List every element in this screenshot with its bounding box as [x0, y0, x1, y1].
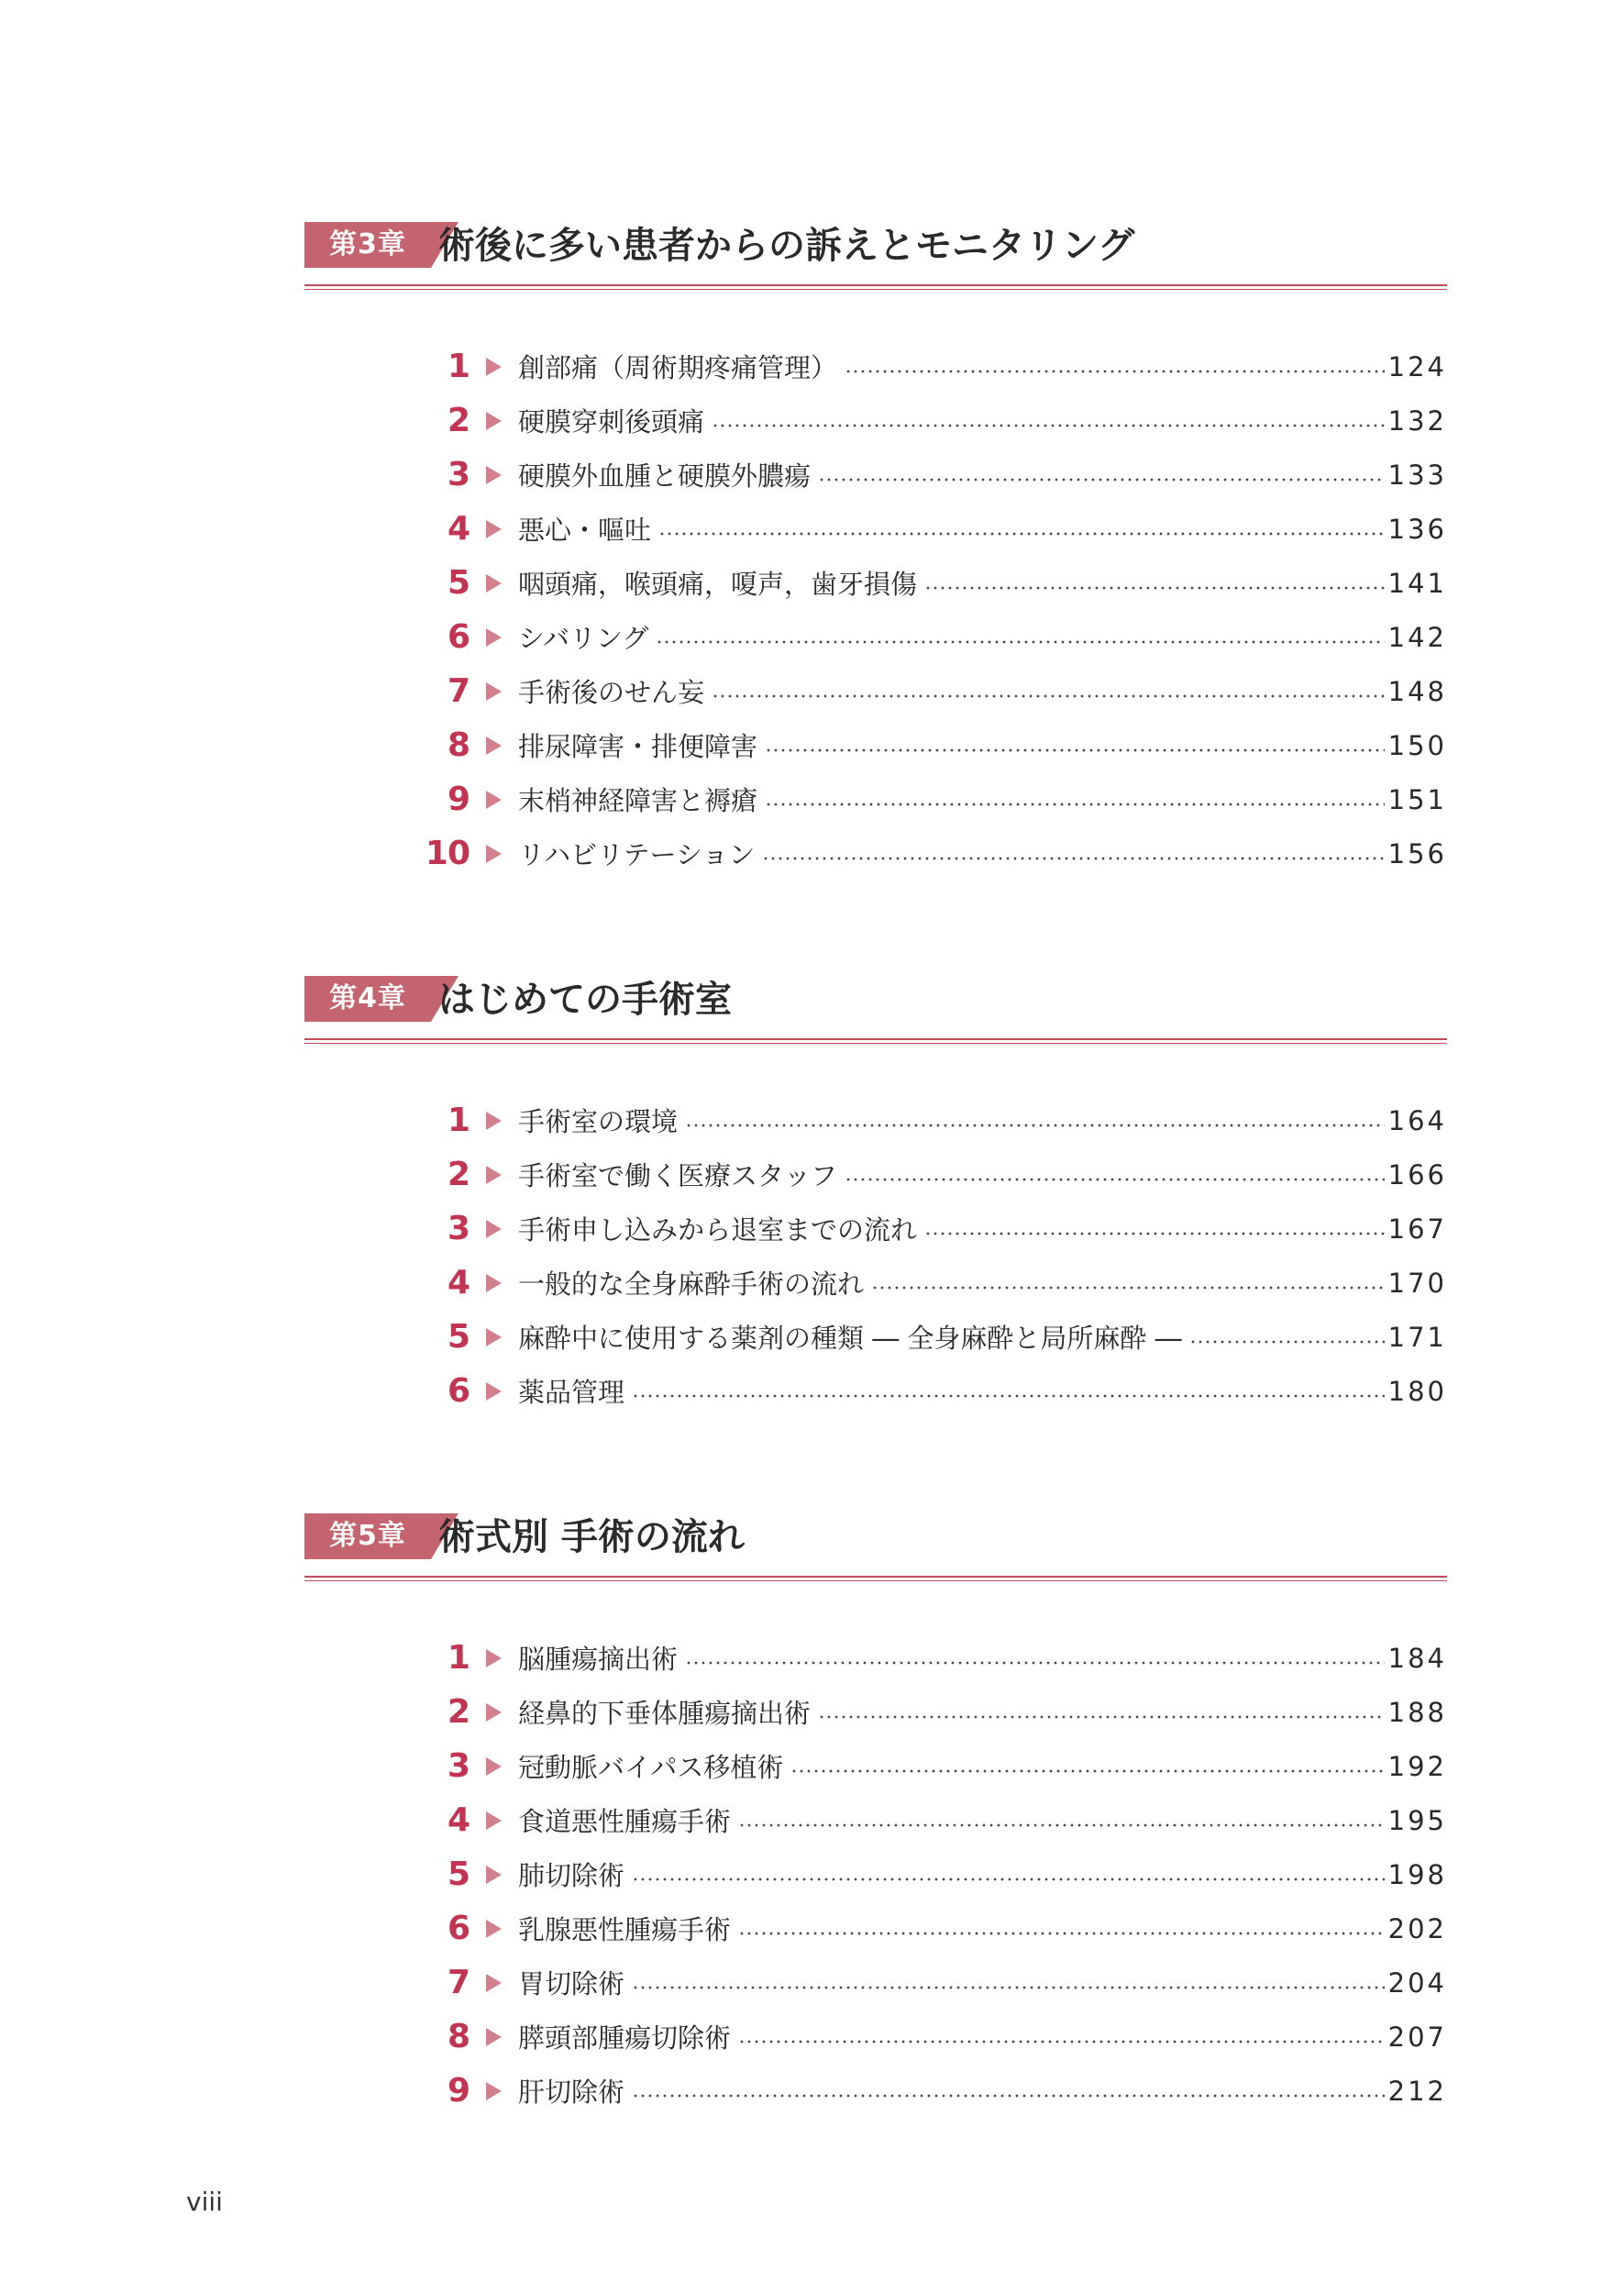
toc-entry[interactable]: [424, 1364, 1447, 1418]
triangle-arrow-icon: [486, 1649, 502, 1667]
toc-entry[interactable]: [424, 502, 1447, 556]
triangle-arrow-icon: [486, 682, 502, 701]
entry-number: 1: [447, 348, 470, 385]
toc-entry[interactable]: [424, 1202, 1447, 1256]
triangle-arrow-icon: [486, 520, 502, 538]
triangle-arrow-icon: [486, 2082, 502, 2100]
dot-leader: [632, 1394, 1385, 1398]
entry-page: 164: [1387, 1104, 1447, 1136]
entry-page: 171: [1387, 1321, 1447, 1353]
dot-leader: [845, 1178, 1385, 1181]
triangle-arrow-icon: [486, 1166, 502, 1184]
chapter-rule: [304, 284, 1447, 292]
entry-page: 202: [1387, 1912, 1447, 1944]
triangle-arrow-icon: [486, 1220, 502, 1238]
toc-list: [424, 1631, 1447, 2118]
dot-leader: [685, 1661, 1385, 1665]
entry-number: 5: [447, 564, 470, 602]
entry-number: 6: [447, 1910, 470, 1947]
toc-list: [424, 1093, 1447, 1418]
entry-title: 手術室で働く医療スタッフ: [518, 1160, 838, 1191]
entry-number: 6: [447, 1372, 470, 1410]
chapter-header: [304, 1512, 1447, 1583]
triangle-arrow-icon: [486, 737, 502, 755]
toc-list: [424, 339, 1447, 881]
chapter-4-section: [304, 974, 1447, 1410]
entry-page: 150: [1387, 729, 1447, 761]
toc-entry[interactable]: [424, 339, 1447, 393]
chapter-5-section: [304, 1512, 1447, 2110]
entry-title: 肝切除術: [518, 2077, 625, 2108]
entry-page: 195: [1387, 1804, 1447, 1836]
chapter-title: 術式別 手術の流れ: [438, 1516, 745, 1558]
chapter-header: [304, 974, 1447, 1046]
triangle-arrow-icon: [486, 845, 502, 863]
entry-number: 8: [447, 2018, 470, 2055]
triangle-arrow-icon: [486, 1703, 502, 1722]
entry-number: 8: [447, 726, 470, 764]
dot-leader: [765, 803, 1385, 806]
chapter-header: [304, 220, 1447, 292]
triangle-arrow-icon: [486, 628, 502, 647]
dot-leader: [738, 1932, 1385, 1935]
entry-page: 180: [1387, 1375, 1447, 1407]
dot-leader: [924, 586, 1385, 590]
entry-number: 2: [447, 1156, 470, 1193]
entry-number: 9: [447, 2072, 470, 2110]
entry-title: 食道悪性腫瘍手術: [518, 1806, 732, 1837]
triangle-arrow-icon: [486, 1112, 502, 1130]
entry-number: 9: [447, 781, 470, 818]
entry-page: 133: [1387, 459, 1447, 491]
entry-page: 198: [1387, 1858, 1447, 1890]
entry-page: 148: [1387, 675, 1447, 707]
entry-page: 204: [1387, 1966, 1447, 1999]
triangle-arrow-icon: [486, 1920, 502, 1938]
triangle-arrow-icon: [486, 1974, 502, 1992]
entry-page: 156: [1387, 837, 1447, 870]
entry-number: 2: [447, 1693, 470, 1731]
dot-leader: [658, 532, 1385, 536]
toc-entry[interactable]: [424, 826, 1447, 881]
toc-entry[interactable]: [424, 393, 1447, 448]
triangle-arrow-icon: [486, 1382, 502, 1401]
toc-entry[interactable]: [424, 1955, 1447, 2010]
chapter-rule: [304, 1038, 1447, 1046]
toc-entry[interactable]: [424, 1739, 1447, 1793]
entry-title: 肺切除術: [518, 1860, 625, 1891]
entry-number: 2: [447, 402, 470, 439]
entry-number: 3: [447, 1747, 470, 1785]
entry-number: 3: [447, 1210, 470, 1247]
entry-page: 132: [1387, 404, 1447, 437]
entry-page: 142: [1387, 621, 1447, 653]
dot-leader: [818, 1715, 1385, 1719]
entry-title: 排尿障害・排便障害: [518, 731, 758, 762]
dot-leader: [685, 1124, 1385, 1127]
entry-page: 151: [1387, 783, 1447, 815]
entry-title: 末梢神経障害と褥瘡: [518, 785, 758, 816]
entry-title: シバリング: [518, 623, 649, 654]
entry-page: 188: [1387, 1696, 1447, 1728]
dot-leader: [845, 370, 1385, 373]
toc-entry[interactable]: [424, 718, 1447, 772]
dot-leader: [871, 1286, 1385, 1290]
entry-number: 1: [447, 1639, 470, 1677]
entry-number: 6: [447, 618, 470, 656]
toc-entry[interactable]: [424, 1685, 1447, 1739]
dot-leader: [818, 478, 1385, 482]
chapter-rule: [304, 1576, 1447, 1583]
entry-page: 167: [1387, 1213, 1447, 1245]
dot-leader: [924, 1232, 1385, 1235]
toc-entry[interactable]: [424, 1793, 1447, 1847]
entry-title: 膵頭部腫瘍切除術: [518, 2022, 732, 2054]
entry-number: 5: [447, 1855, 470, 1893]
entry-number: 10: [425, 835, 470, 872]
entry-number: 4: [447, 1801, 470, 1839]
entry-number: 1: [447, 1102, 470, 1139]
entry-number: 4: [447, 1264, 470, 1302]
entry-page: 170: [1387, 1267, 1447, 1299]
chapter-badge: 第4章: [304, 976, 431, 1022]
entry-title: 乳腺悪性腫瘍手術: [518, 1914, 732, 1945]
entry-title: 硬膜外血腫と硬膜外膿瘍: [518, 460, 812, 492]
toc-entry[interactable]: [424, 556, 1447, 610]
triangle-arrow-icon: [486, 2028, 502, 2046]
entry-number: 7: [447, 672, 470, 710]
entry-title: 創部痛（周術期疼痛管理）: [518, 352, 838, 383]
toc-entry[interactable]: [424, 772, 1447, 826]
triangle-arrow-icon: [486, 1866, 502, 1884]
toc-entry[interactable]: [424, 1093, 1447, 1147]
chapter-title: 術後に多い患者からの訴えとモニタリング: [438, 225, 1135, 267]
dot-leader: [632, 2094, 1385, 2098]
entry-number: 4: [447, 510, 470, 548]
entry-title: リハビリテーション: [518, 839, 756, 870]
page-number: viii: [186, 2187, 223, 2217]
entry-title: 薬品管理: [518, 1377, 625, 1408]
dot-leader: [712, 694, 1385, 698]
triangle-arrow-icon: [486, 791, 502, 809]
triangle-arrow-icon: [486, 358, 502, 376]
entry-title: 硬膜穿刺後頭痛: [518, 406, 705, 438]
entry-title: 麻酔中に使用する薬剤の種類 ― 全身麻酔と局所麻酔 ―: [518, 1323, 1182, 1354]
dot-leader: [632, 1878, 1385, 1881]
toc-entry[interactable]: [424, 1147, 1447, 1202]
toc-entry[interactable]: [424, 610, 1447, 664]
chapter-badge: 第5章: [304, 1513, 431, 1559]
triangle-arrow-icon: [486, 1811, 502, 1830]
triangle-arrow-icon: [486, 466, 502, 484]
entry-page: 124: [1387, 350, 1447, 382]
dot-leader: [738, 1823, 1385, 1827]
toc-entry[interactable]: [424, 1256, 1447, 1310]
triangle-arrow-icon: [486, 1328, 502, 1346]
entry-title: 経鼻的下垂体腫瘍摘出術: [518, 1698, 812, 1729]
entry-page: 192: [1387, 1750, 1447, 1782]
toc-entry[interactable]: [424, 2010, 1447, 2064]
chapter-badge: 第3章: [304, 222, 431, 268]
toc-entry[interactable]: [424, 448, 1447, 502]
toc-entry[interactable]: [424, 1310, 1447, 1364]
dot-leader: [738, 2040, 1385, 2044]
toc-entry[interactable]: [424, 1901, 1447, 1955]
toc-entry[interactable]: [424, 2064, 1447, 2118]
entry-title: 手術室の環境: [518, 1106, 679, 1137]
entry-page: 136: [1387, 513, 1447, 545]
triangle-arrow-icon: [486, 1274, 502, 1292]
toc-entry[interactable]: [424, 1847, 1447, 1901]
entry-title: 手術申し込みから退室までの流れ: [518, 1214, 918, 1246]
dot-leader: [790, 1769, 1384, 1773]
entry-title: 冠動脈バイパス移植術: [518, 1752, 784, 1783]
dot-leader: [712, 424, 1385, 427]
entry-title: 胃切除術: [518, 1968, 625, 1999]
chapter-title: はじめての手術室: [438, 979, 732, 1021]
entry-page: 184: [1387, 1642, 1447, 1674]
triangle-arrow-icon: [486, 574, 502, 593]
entry-title: 一般的な全身麻酔手術の流れ: [518, 1268, 865, 1300]
toc-entry[interactable]: [424, 1631, 1447, 1685]
entry-page: 141: [1387, 567, 1447, 599]
entry-title: 悪心・嘔吐: [518, 515, 652, 546]
entry-title: 手術後のせん妄: [518, 677, 705, 708]
entry-page: 207: [1387, 2021, 1447, 2053]
entry-page: 166: [1387, 1158, 1447, 1191]
dot-leader: [1189, 1340, 1385, 1344]
entry-title: 咽頭痛，喉頭痛，嗄声，歯牙損傷: [518, 569, 918, 600]
entry-page: 212: [1387, 2075, 1447, 2107]
entry-number: 3: [447, 456, 470, 493]
entry-number: 5: [447, 1318, 470, 1356]
dot-leader: [656, 640, 1384, 644]
dot-leader: [762, 857, 1384, 860]
entry-title: 脳腫瘍摘出術: [518, 1644, 679, 1675]
chapter-3-section: [304, 220, 1447, 872]
triangle-arrow-icon: [486, 1757, 502, 1776]
dot-leader: [765, 748, 1385, 752]
entry-number: 7: [447, 1964, 470, 2001]
dot-leader: [632, 1986, 1385, 1989]
triangle-arrow-icon: [486, 412, 502, 430]
toc-entry[interactable]: [424, 664, 1447, 718]
